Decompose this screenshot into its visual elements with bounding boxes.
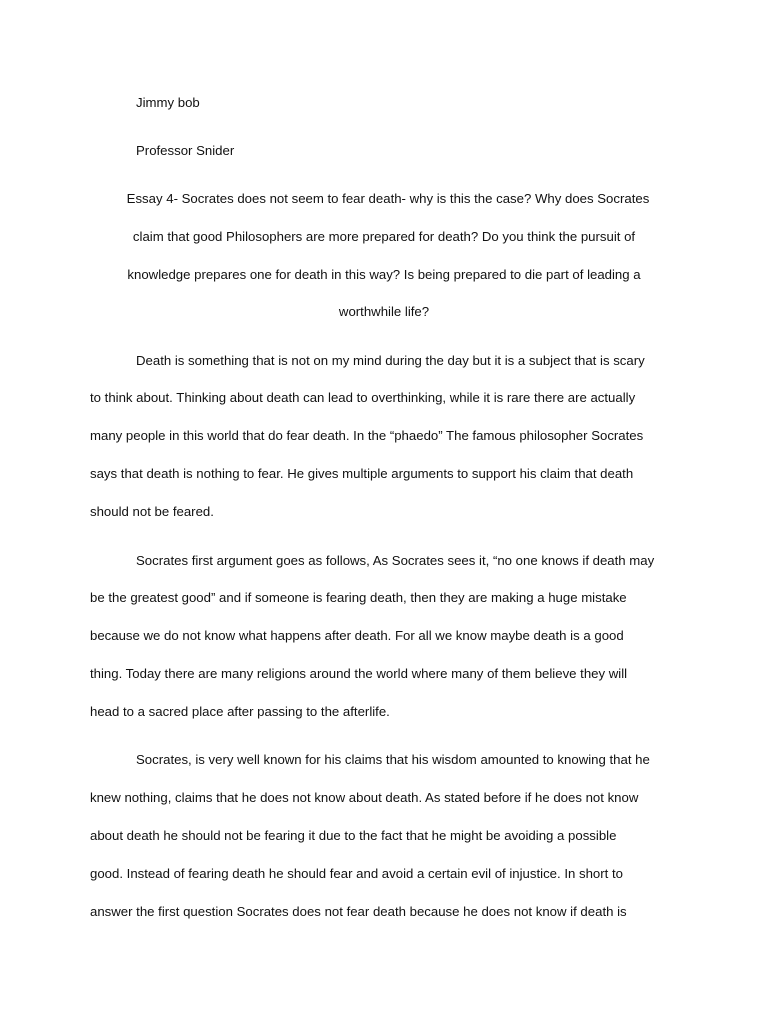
prompt-line: knowledge prepares one for death in this way? Is being prepared to die part of leading a	[127, 267, 641, 282]
paragraph-line: knew nothing, claims that he does not know about death. As stated before if he does not know	[90, 790, 639, 805]
paragraph-line: Socrates, is very well known for his claims that his wisdom amounted to knowing that he	[136, 752, 650, 767]
paragraph-line: be the greatest good” and if someone is fearing death, then they are making a huge mistake	[90, 590, 627, 605]
paragraph-line: about death he should not be fearing it due to the fact that he might be avoiding a possible	[90, 828, 617, 843]
paragraph-line: says that death is nothing to fear. He gives multiple arguments to support his claim that death	[90, 466, 634, 481]
prompt-line: Essay 4- Socrates does not seem to fear death- why is this the case? Why does Socrates	[126, 191, 650, 206]
paragraph-line: thing. Today there are many religions around the world where many of them believe they will	[90, 666, 628, 681]
prompt-line: worthwhile life?	[338, 304, 430, 319]
paragraph-line: Socrates first argument goes as follows, As Socrates sees it, “no one knows if death may	[136, 553, 655, 568]
paragraph-line: to think about. Thinking about death can lead to overthinking, while it is rare there are actually	[90, 390, 636, 405]
paragraph-line: head to a sacred place after passing to the afterlife.	[90, 704, 390, 719]
student-name: Jimmy bob	[136, 95, 200, 110]
paragraph-line: should not be feared.	[90, 504, 214, 519]
paragraph-line: Death is something that is not on my mind during the day but it is a subject that is scary	[136, 353, 645, 368]
paragraph-line: good. Instead of fearing death he should fear and avoid a certain evil of injustice. In short to	[90, 866, 623, 881]
paragraph-line: because we do not know what happens after death. For all we know maybe death is a good	[90, 628, 624, 643]
prompt-line: claim that good Philosophers are more prepared for death? Do you think the pursuit of	[132, 229, 636, 244]
paragraph-line: many people in this world that do fear death. In the “phaedo” The famous philosopher Socrates	[90, 428, 644, 443]
professor-name: Professor Snider	[136, 143, 235, 158]
paragraph-line: answer the first question Socrates does not fear death because he does not know if death is	[90, 904, 627, 919]
